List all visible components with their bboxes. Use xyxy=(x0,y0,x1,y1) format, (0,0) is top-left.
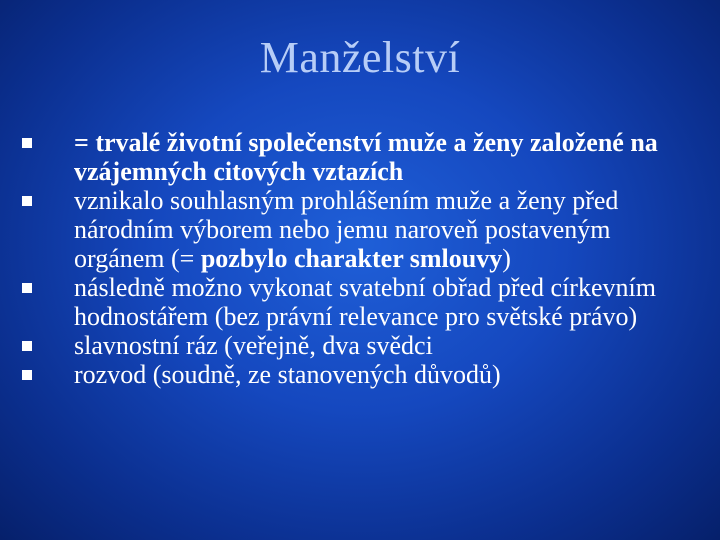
square-bullet-icon xyxy=(22,138,32,148)
bullet-text: rozvod (soudně, ze stanovených důvodů) xyxy=(74,360,501,389)
bullet-item xyxy=(22,360,702,389)
square-bullet-icon xyxy=(22,196,32,206)
bullet-item xyxy=(22,186,702,273)
bullet-text: vznikalo souhlasným prohlášením muže a ženy před národním výborem nebo jemu naroveň postaveným orgánem (= xyxy=(74,186,619,273)
bullet-text: ) xyxy=(502,244,511,273)
square-bullet-icon xyxy=(22,370,32,380)
bullet-item xyxy=(22,128,702,186)
square-bullet-icon xyxy=(22,341,32,351)
bullet-item xyxy=(22,331,702,360)
bullet-text: následně možno vykonat svatební obřad před církevním hodnostářem (bez právní relevance pro světské právo) xyxy=(74,273,656,331)
bullet-item xyxy=(22,273,702,331)
square-bullet-icon xyxy=(22,283,32,293)
bullet-list xyxy=(22,128,702,389)
bullet-text: slavnostní ráz (veřejně, dva svědci xyxy=(74,331,433,360)
bullet-text-bold: pozbylo charakter smlouvy xyxy=(200,244,503,273)
slide-title: Manželství xyxy=(259,33,461,82)
bullet-text: = trvalé životní společenství muže a ženy založené na vzájemných citových vztazích xyxy=(74,128,658,186)
